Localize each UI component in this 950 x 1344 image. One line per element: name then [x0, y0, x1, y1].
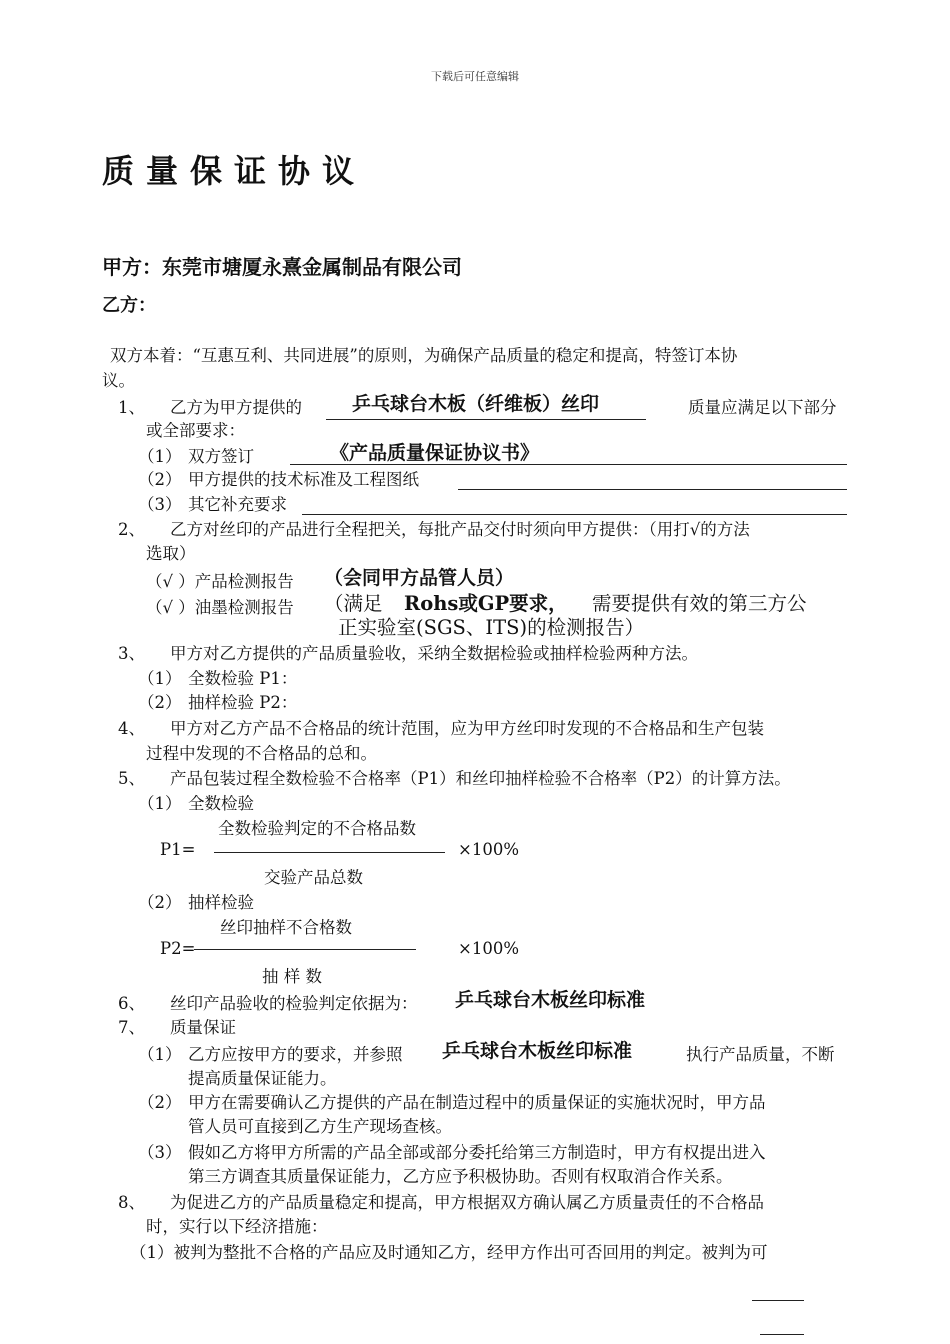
s6-pre: 丝印产品验收的检验判定依据为：: [170, 994, 418, 1013]
s2-check-2-value-line-1a: （满足: [324, 592, 383, 615]
s7-item1-line-2: 提高质量保证能力。: [188, 1069, 337, 1088]
party-a: 甲方：东莞市塘厦永熹金属制品有限公司: [102, 255, 462, 279]
footer-rule-2: [760, 1334, 804, 1335]
s2-check-2-value-line-1c: 需要提供有效的第三方公: [592, 592, 807, 615]
s5-item2-text: 抽样检验: [188, 893, 254, 912]
s7-item1-number: （1）: [138, 1045, 182, 1064]
s1-product: 乒乓球台木板（纤维板）丝印: [352, 393, 600, 415]
s5-item1-number: （1）: [138, 794, 182, 813]
s3-item1-text: 全数检验 P1：: [188, 669, 298, 688]
s7-item3-line-2: 第三方调查其质量保证能力，乙方应予积极协助。否则有权取消合作关系。: [188, 1167, 733, 1186]
s6-number: 6、: [118, 994, 145, 1013]
intro-line-2: 议。: [102, 371, 135, 390]
formula-2-fraction-bar: [194, 949, 416, 950]
s7-item2-line-2: 管人员可直接到乙方生产现场查核。: [188, 1117, 452, 1136]
s3-line-1: 甲方对乙方提供的产品质量验收，采纳全数据检验或抽样检验两种方法。: [170, 644, 698, 663]
formula-2-label: P2=: [160, 939, 196, 958]
s5-line-1: 产品包装过程全数检验不合格率（P1）和丝印抽样检验不合格率（P2）的计算方法。: [170, 769, 791, 788]
s2-check-1-value: （会同甲方品管人员）: [324, 567, 515, 589]
formula-2-denominator: 抽 样 数: [262, 967, 322, 986]
s2-check-2-value-line-2: 正实验室(SGS、ITS)的检测报告）: [338, 616, 645, 639]
s2-check-2: （√ ）油墨检测报告: [146, 598, 294, 617]
formula-2-multiplier: ×100%: [458, 939, 519, 958]
s2-check-1: （√ ）产品检测报告: [146, 572, 294, 591]
party-b: 乙方：: [102, 295, 156, 316]
formula-1-fraction-bar: [214, 852, 445, 853]
formula-1-numerator: 全数检验判定的不合格品数: [218, 819, 416, 838]
s1-item1-underline: [290, 464, 847, 465]
formula-1-label: P1=: [160, 840, 196, 859]
s8-line-2: 时，实行以下经济措施：: [146, 1217, 328, 1236]
s1-post: 质量应满足以下部分: [688, 398, 837, 417]
s7-number: 7、: [118, 1018, 145, 1037]
s2-line-1: 乙方对丝印的产品进行全程把关，每批产品交付时须向甲方提供：（用打√的方法: [170, 520, 750, 539]
s1-product-underline: [326, 419, 646, 420]
s7-item3-line-1: 假如乙方将甲方所需的产品全部或部分委托给第三方制造时，甲方有权提出进入: [188, 1143, 766, 1162]
s1-item3-underline: [302, 514, 847, 515]
s8-line-1: 为促进乙方的产品质量稳定和提高，甲方根据双方确认属乙方质量责任的不合格品: [170, 1193, 764, 1212]
s7-item1-pre: 乙方应按甲方的要求，并参照: [188, 1045, 403, 1064]
s7-item1-value: 乒乓球台木板丝印标准: [442, 1040, 633, 1062]
s4-number: 4、: [118, 719, 145, 738]
s4-line-2: 过程中发现的不合格品的总和。: [146, 744, 377, 763]
s5-item2-number: （2）: [138, 893, 182, 912]
s1-item1-text: 双方签订: [188, 447, 254, 466]
s1-pre: 乙方为甲方提供的: [170, 398, 302, 417]
s3-item1-number: （1）: [138, 669, 182, 688]
s7-title: 质量保证: [170, 1018, 236, 1037]
s5-number: 5、: [118, 769, 145, 788]
s1-item1-value: 《产品质量保证协议书》: [330, 442, 540, 464]
s6-value: 乒乓球台木板丝印标准: [455, 989, 646, 1011]
formula-1-multiplier: ×100%: [458, 840, 519, 859]
s2-line-2: 选取）: [146, 544, 196, 563]
s7-item1-post: 执行产品质量，不断: [686, 1045, 835, 1064]
footer-rule-1: [752, 1300, 804, 1301]
intro-line-1: 双方本着：“互惠互利、共同进展”的原则，为确保产品质量的稳定和提高，特签订本协: [110, 346, 738, 365]
header-note: 下载后可任意编辑: [431, 70, 519, 83]
s2-number: 2、: [118, 520, 145, 539]
s5-item1-text: 全数检验: [188, 794, 254, 813]
document-title: 质量保证协议: [102, 152, 367, 190]
s3-number: 3、: [118, 644, 145, 663]
formula-1-denominator: 交验产品总数: [264, 868, 363, 887]
s1-number: 1、: [118, 398, 145, 417]
s7-item2-number: （2）: [138, 1093, 182, 1112]
s4-line-1: 甲方对乙方产品不合格品的统计范围，应为甲方丝印时发现的不合格品和生产包装: [170, 719, 764, 738]
s2-check-2-value-line-1b: Rohs或GP要求，: [404, 592, 568, 615]
s7-item3-number: （3）: [138, 1143, 182, 1162]
s7-item2-line-1: 甲方在需要确认乙方提供的产品在制造过程中的质量保证的实施状况时，甲方品: [188, 1093, 766, 1112]
s1-item2-underline: [458, 489, 847, 490]
s8-item1: （1）被判为整批不合格的产品应及时通知乙方，经甲方作出可否回用的判定。被判为可: [130, 1243, 768, 1262]
s1-item1-number: （1）: [138, 447, 182, 466]
formula-2-numerator: 丝印抽样不合格数: [220, 918, 352, 937]
s1-item2-number: （2）: [138, 470, 182, 489]
s1-line-2: 或全部要求：: [146, 421, 245, 440]
s1-item3-text: 其它补充要求: [188, 495, 287, 514]
s1-item3-number: （3）: [138, 495, 182, 514]
s1-item2-text: 甲方提供的技术标准及工程图纸: [188, 470, 419, 489]
s8-number: 8、: [118, 1193, 145, 1212]
s3-item2-number: （2）: [138, 693, 182, 712]
s3-item2-text: 抽样检验 P2：: [188, 693, 298, 712]
